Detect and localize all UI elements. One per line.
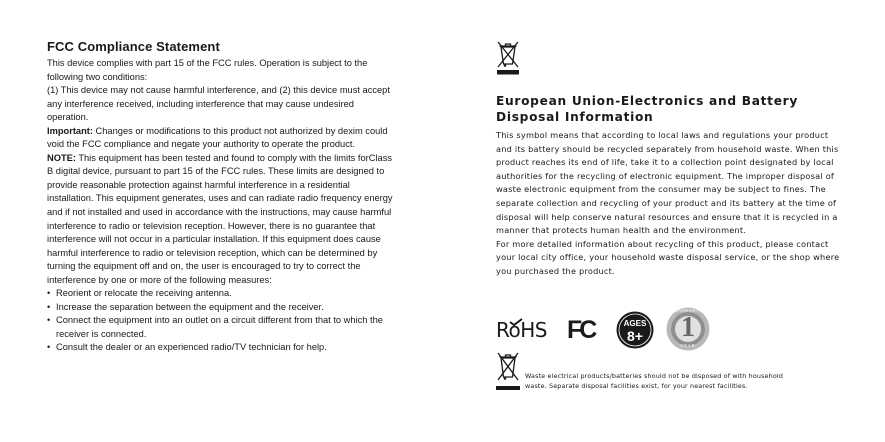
weee-line: waste. Separate disposal facilities exist, for your nearest facilities. bbox=[525, 381, 748, 390]
fcc-important bbox=[47, 125, 397, 152]
fcc-logo bbox=[567, 317, 603, 343]
measure-item: • Increase the separation between the equipment and the receiver. bbox=[47, 301, 397, 315]
important-label: Important: bbox=[47, 125, 93, 136]
ages-label: AGES bbox=[623, 319, 647, 328]
important-text: Changes or modifications to this product not authorized by dexim could void the FCC compliance and negate your authority to operate the product. bbox=[47, 125, 388, 150]
eu-title: European Union-Electronics and Battery Disposal Information bbox=[496, 94, 799, 124]
weee-line: Waste electrical products/batteries should not be disposed of with household bbox=[525, 372, 784, 380]
crossed-bin-icon bbox=[496, 350, 520, 392]
measures-list bbox=[47, 287, 397, 355]
note-label: NOTE: bbox=[47, 152, 76, 163]
measure-item: • Consult the dealer or an experienced radio/TV technician for help. bbox=[47, 341, 397, 355]
fcc-intro: This device complies with part 15 of the FCC rules. Operation is subject to the following two conditions: bbox=[47, 58, 368, 82]
warranty-label-bottom: YEAR bbox=[680, 343, 696, 348]
eu-disposal-section bbox=[496, 39, 841, 279]
note-text: This equipment has been tested and found to comply with the limits forClass B digital device, pursuant to part 15 of the FCC rules. These limits are designed to provide reasonable protection against harmful interference in a residential installation. This equipment generates, uses and can radiate radio frequency energy and if not installed and used in accordance with the instructions, may cause harmful interference to radio or television reception. However, there is no guarantee that interference will not occur in a particular installation. If this equipment does cause harmful interference to radio or television reception, which can be determined by turning the equipment off and on, the user is encouraged to try to correct the interference by one or more of the following measures: bbox=[47, 152, 393, 285]
ages-value: 8+ bbox=[627, 328, 643, 344]
weee-notice-text bbox=[525, 372, 783, 391]
rohs-logo bbox=[496, 317, 558, 343]
measure-item: • Connect the equipment into an outlet on a circuit different from that to which the receiver is connected. bbox=[47, 314, 397, 341]
fcc-section bbox=[47, 39, 397, 355]
fcc-note bbox=[47, 152, 397, 287]
weee-notice bbox=[496, 350, 846, 394]
fcc-logo-text: FC bbox=[567, 316, 595, 344]
fcc-title: FCC Compliance Statement bbox=[47, 39, 220, 54]
eu-paragraph: This symbol means that according to local laws and regulations your product and its battery should be recycled separately from household waste. When this product reaches its end of life, take it to a collection point designated by local authorities for the recycling of electronic equipment. The improper disposal of waste electronic equipment from the consumer may be subject to fines. The separate collection and recycling of your product and its battery at the time of disposal will help conserve natural resources and ensure that it is recycled in a manner that protects human health and the environment. bbox=[496, 130, 839, 236]
warranty-badge bbox=[666, 306, 710, 352]
warranty-label-top: WARRANTY bbox=[673, 308, 703, 313]
fcc-conditions: (1) This device may not cause harmful interference, and (2) this device must accept any interference received, including interference that may cause undesired operation. bbox=[47, 85, 390, 123]
rohs-text: RoHS bbox=[496, 318, 547, 342]
warranty-years: 1 bbox=[681, 312, 695, 343]
measure-item: • Reorient or relocate the receiving antenna. bbox=[47, 287, 397, 301]
ages-badge bbox=[616, 311, 654, 349]
crossed-bin-icon bbox=[496, 39, 520, 76]
rohs-check-icon bbox=[509, 318, 523, 326]
certification-logos bbox=[496, 306, 726, 354]
eu-paragraph-contact: For more detailed information about recycling of this product, please contact your local city office, your household waste disposal service, or the shop where you purchased the product. bbox=[496, 238, 840, 276]
